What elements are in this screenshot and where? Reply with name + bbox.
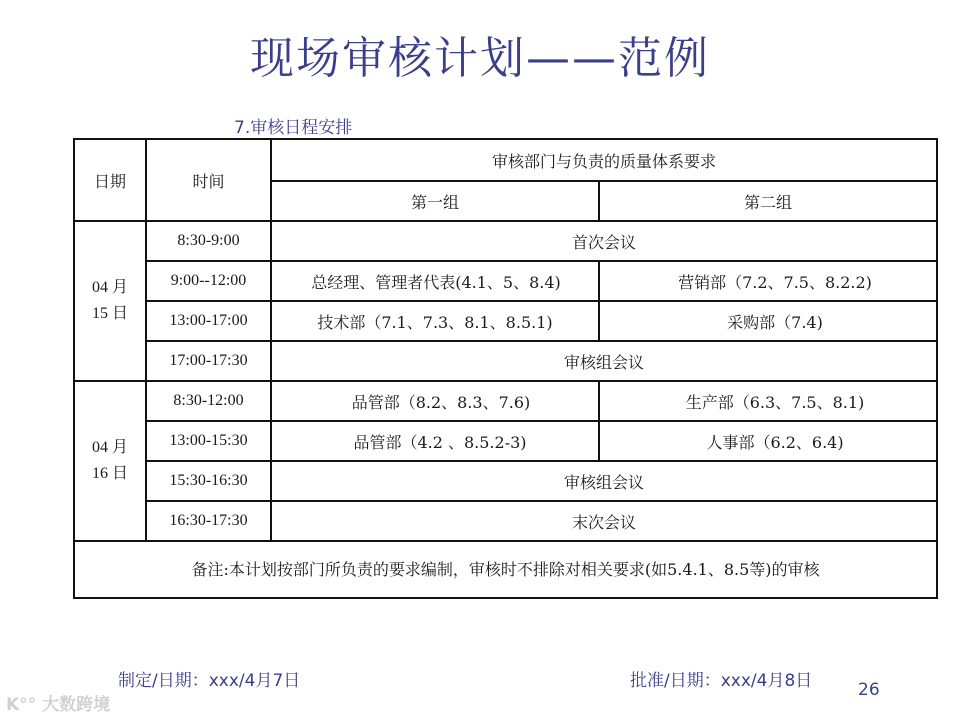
group1-cell: 品管部（8.2、8.3、7.6) — [271, 381, 599, 421]
date-month: 04 月 — [91, 279, 128, 296]
time-cell: 8:30-12:00 — [146, 381, 271, 421]
watermark-logo — [6, 690, 110, 715]
group2-cell: 人事部（6.2、6.4) — [599, 421, 937, 461]
table-row — [74, 341, 937, 381]
table-row — [74, 461, 937, 501]
watermark-icon: K°° — [6, 695, 37, 715]
time-cell: 15:30-16:30 — [146, 461, 271, 501]
header-group1: 第一组 — [271, 181, 599, 221]
merged-cell: 审核组会议 — [271, 461, 937, 501]
time-cell: 8:30-9:00 — [146, 221, 271, 261]
table-row — [74, 501, 937, 541]
header-time: 时间 — [146, 139, 271, 221]
group1-cell: 总经理、管理者代表(4.1、5、8.4) — [271, 261, 599, 301]
page-number: 26 — [858, 680, 880, 700]
section-subtitle: 7.审核日程安排 — [234, 118, 353, 138]
note-cell: 备注:本计划按部门所负责的要求编制，审核时不排除对相关要求(如5.4.1、8.5等)的审核 — [74, 541, 937, 598]
group2-cell: 营销部（7.2、7.5、8.2.2) — [599, 261, 937, 301]
time-cell: 16:30-17:30 — [146, 501, 271, 541]
date-day: 16 日 — [91, 465, 128, 482]
watermark-text: 大数跨境 — [42, 695, 111, 715]
table-row — [74, 421, 937, 461]
date-cell — [74, 381, 146, 541]
date-month: 04 月 — [91, 439, 128, 456]
table-row — [74, 261, 937, 301]
merged-cell: 末次会议 — [271, 501, 937, 541]
time-cell: 9:00--12:00 — [146, 261, 271, 301]
group1-cell: 技术部（7.1、7.3、8.1、8.5.1) — [271, 301, 599, 341]
group1-cell: 品管部（4.2 、8.5.2-3) — [271, 421, 599, 461]
header-requirement: 审核部门与负责的质量体系要求 — [271, 139, 937, 181]
merged-cell: 首次会议 — [271, 221, 937, 261]
time-cell: 17:00-17:30 — [146, 341, 271, 381]
header-group2: 第二组 — [599, 181, 937, 221]
group2-cell: 生产部（6.3、7.5、8.1) — [599, 381, 937, 421]
merged-cell: 审核组会议 — [271, 341, 937, 381]
date-day: 15 日 — [91, 305, 128, 322]
table-row — [74, 381, 937, 421]
table-row — [74, 221, 937, 261]
time-cell: 13:00-17:00 — [146, 301, 271, 341]
page-title: 现场审核计划——范例 — [250, 33, 710, 84]
header-date: 日期 — [74, 139, 146, 221]
approved-by-date: 批准/日期：xxx/4月8日 — [630, 671, 813, 691]
group2-cell: 采购部（7.4) — [599, 301, 937, 341]
table-row — [74, 301, 937, 341]
date-cell — [74, 221, 146, 381]
audit-schedule-table — [73, 138, 938, 599]
time-cell: 13:00-15:30 — [146, 421, 271, 461]
prepared-by-date: 制定/日期：xxx/4月7日 — [118, 671, 301, 691]
